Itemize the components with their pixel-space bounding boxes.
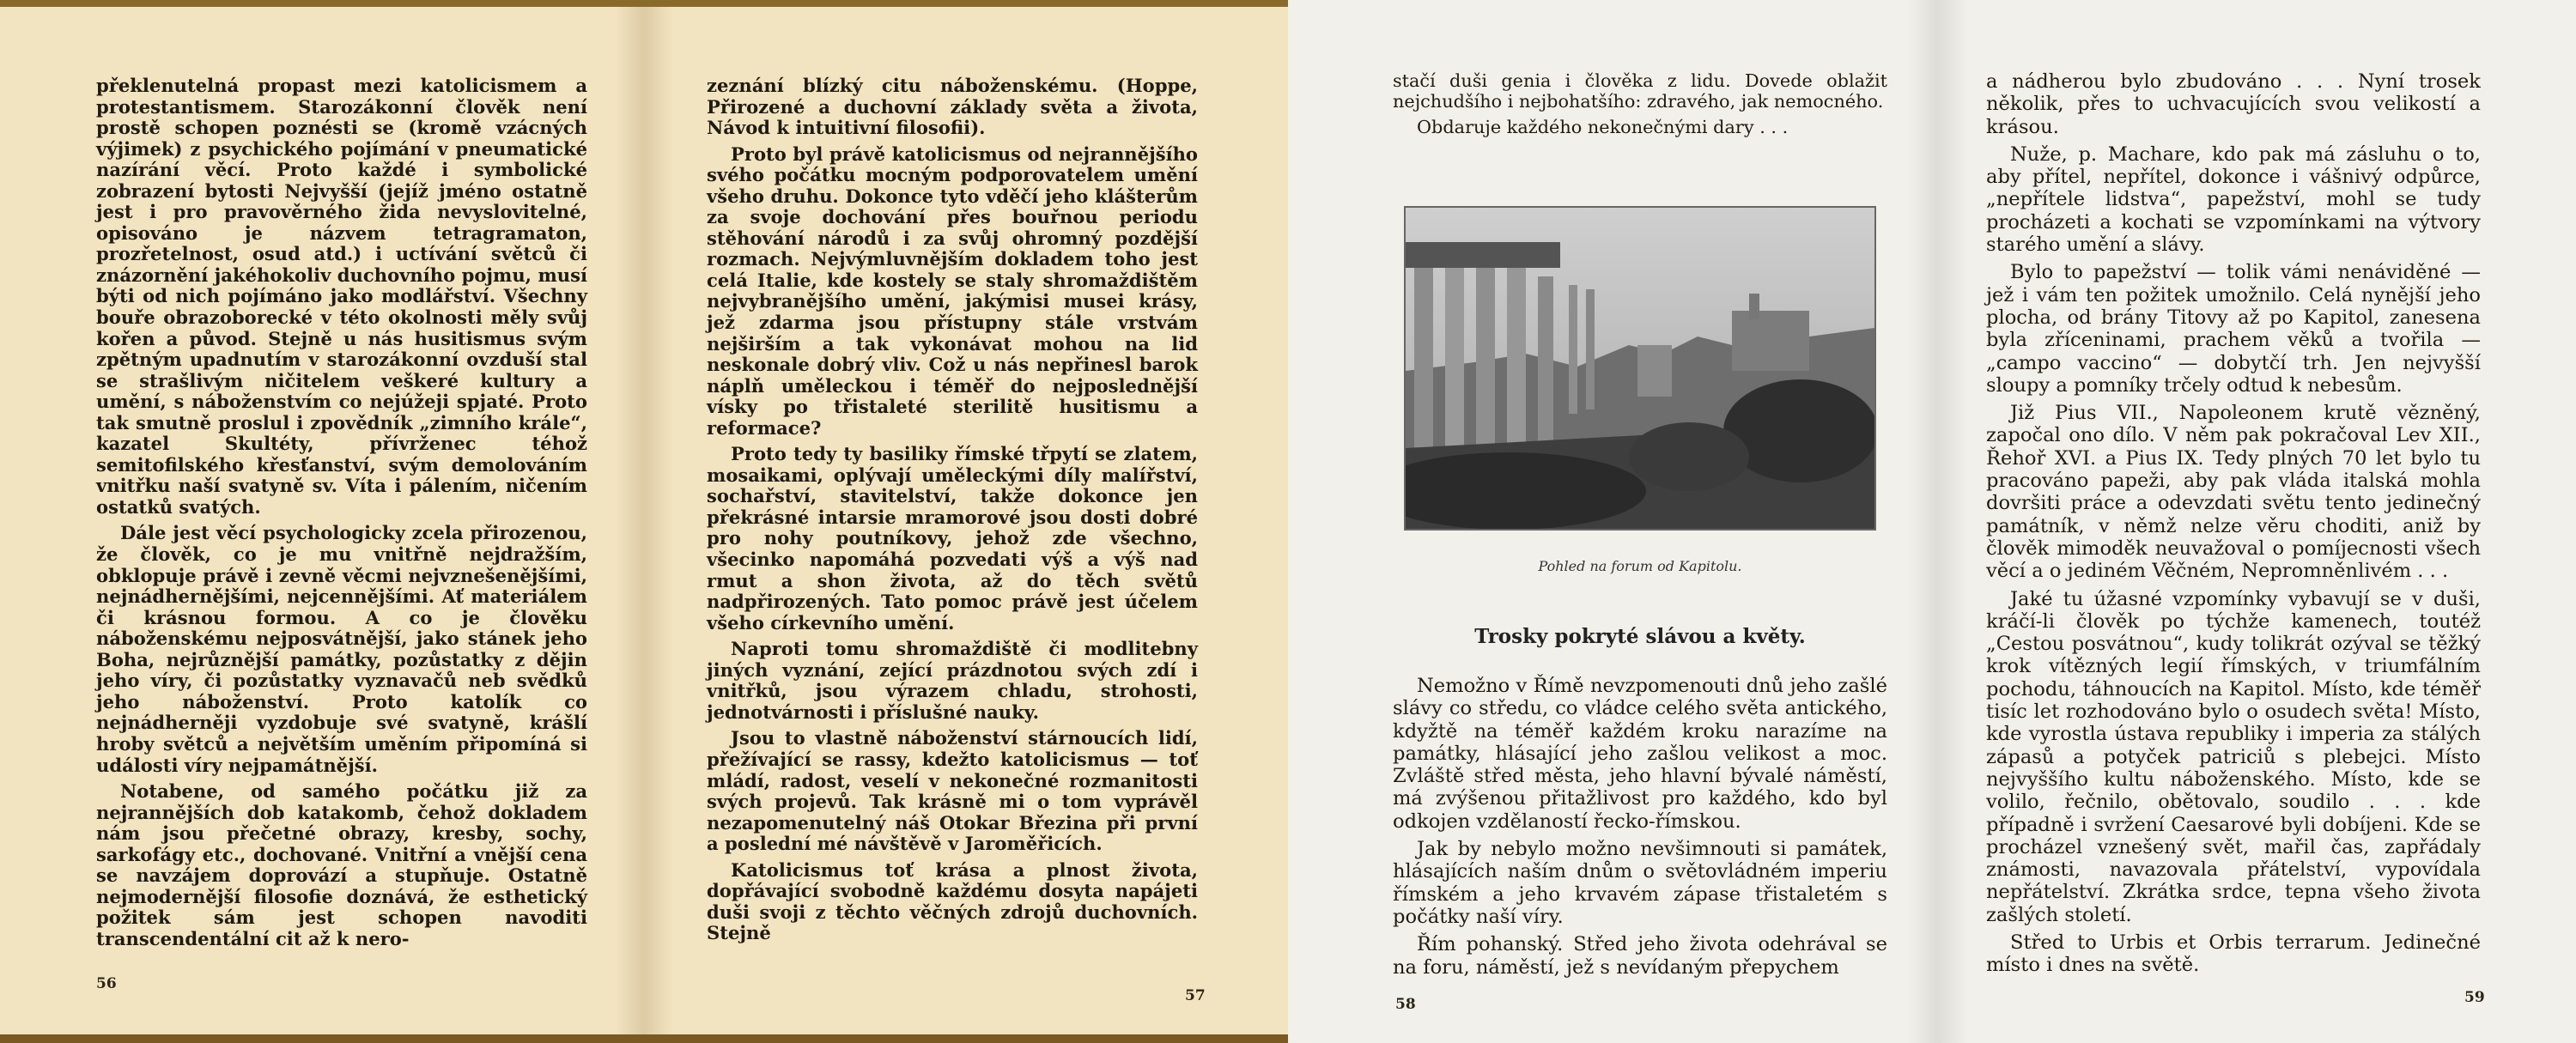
paragraph: Dále jest věcí psychologicky zcela přirozenou, že člověk, co je mu vnitřně nejdražším, obklopuje právě i zevně věcmi nejvznešenějšími, nejnádhernějšími, nejcennějšími. Ať materiálem či krásnou formou. A co je člověku náboženskému nejposvátnější, jako stánek jeho Boha, nejrůznější památky, pozůstatky z dějin jeho víry, či pozůstatky vyznavačů neb svědků jeho náboženství. Proto katolík co nejnádherněji vyzdobuje své svatyně, krášlí hroby světců a největším uměním připomíná si události víry nejpamátnější. — [96, 522, 587, 776]
paragraph: Jak by nebylo možno nevšimnouti si památek, hlásajících naším dnům o světovládném imperiu římském a jeho krvavém zápase třistaletém s počátky naší víry. — [1393, 838, 1887, 928]
paragraph: Obdaruje každého nekonečnými dary . . . — [1417, 117, 1789, 138]
paragraph: překlenutelná propast mezi katolicismem a protestantismem. Starozákonní člověk není prostě schopen poznésti se (kromě vzácných výjimek) z psychického pojímání v pneumatické nazírání věcí. Proto každé i symbolické zobrazení bytosti Nejvyšší (jejíž jméno ostatně jest i pro pravověrného žida nevyslovitelné, opisováno je názvem tetragramaton, prozřetelnost, osud atd.) i uctívání světců či znázornění jakéhokoliv duchovního pojmu, musí býti od nich pojímáno jako modlářství. Všechny bouře obrazoborecké v této okolnosti měly svůj kořen a původ. Stejně u nás husitismus svým zpětným upadnutím v starozákonní ovzduší stal se strašlivým ničitelem veškeré kultury a umění, s náboženstvím co nejúžeji spjaté. Proto tak smutně proslul i zpovědník „zimního krále“, kazatel Skultéty, přívrženec téhož semitofilského křesťanství, svým demolováním vnitřku naší svatyně sv. Víta i pálením, ničením ostatků svatých. — [96, 75, 587, 518]
gutter-shadow — [614, 7, 674, 1043]
gutter-shadow — [1908, 0, 1968, 1043]
paragraph: Proto byl právě katolicismus od nejrannějšího svého počátku mocným podporovatelem umění všeho druhu. Dokonce tyto vděčí jeho klášterům za svoje dochování přes bouřnou periodu stěhování národů i za svůj ohromný pozdější rozmach. Nejvýmluvnějším dokladem toho jest celá Italie, kde kostely se staly shromaždištěm nejvybranějšího umění, jakýmisi musei krásy, jež zdarma jsou přístupny stále vrstvám nejširším a tak vykonávat mohou na lid neskonale dobrý vliv. Což u nás nepřinesl barok náplň uměleckou i téměř do nejposlednější vísky po třistaleté sterilitě husitismu a reformace? — [707, 143, 1198, 439]
page-number-59: 59 — [2464, 989, 2485, 1006]
paragraph: Bylo to papežství — tolik vámi nenáviděné — jež i vám ten požitek umožnilo. Celá nynější jeho plocha, od brány Titovy až po Kapitol, zanesena byla zříceninami, prachem věků a tvořila — „campo vaccino“ — dobytčí trh. Jen nejvyšší sloupy a pomníky trčely odtud k nebesům. — [1986, 261, 2481, 397]
paragraph: Nemožno v Římě nevzpomenouti dnů jeho zašlé slávy co středu, co vládce celého světa antického, kdyžtě na téměř každém kroku narazíme na památky, hlásající jeho zašlou velikost a moc. Zvláště střed města, jeho hlavní bývalé náměstí, má zvýšenou přitažlivost pro každého, kdo byl odkojen vzdělaností řecko-římskou. — [1393, 675, 1887, 833]
paragraph: Proto tedy ty basiliky římské třpytí se zlatem, mosaikami, oplývají uměleckými díly malířství, sochařství, stavitelství, takže dokonce jen překrásné intarsie mramorové jsou dosti dobré pro nohy poutníkovy, jehož zde všechno, všecinko napomáhá pozvedati výš a výš nad rmut a shon života, až do těch světů nadpřirozených. Tato pomoc právě jest účelem všeho církevního umění. — [707, 443, 1198, 634]
paragraph: Jsou to vlastně náboženství stárnoucích lidí, přežívající se rassy, kdežto katolicismus — toť mládí, radost, veselí v nekonečné rozmanitosti svých projevů. Tak krásně mi o tom vyprávěl nezapomenutelný náš Otokar Březina při první a poslední mé návštěvě v Jaroměřicích. — [707, 727, 1198, 855]
paragraph: Naproti tomu shromaždiště či modlitebny jiných vyznání, zející prázdnotou svých zdí i vnitřků, jsou výrazem chladu, strohosti, jednotvárnosti i příslušné nauky. — [707, 638, 1198, 723]
paragraph: Řím pohanský. Střed jeho života odehrával se na foru, náměstí, jež s nevídaným přepychem — [1393, 933, 1887, 979]
page-58-top-text — [1393, 70, 1887, 138]
paragraph: Katolicismus toť krása a plnost života, dopřávající svobodně každému dosyta napájeti duši svoji z těchto věčných zdrojů duchovních. Stejně — [707, 858, 1198, 944]
paragraph: Střed to Urbis et Orbis terrarum. Jedinečné místo i dnes na světě. — [1986, 931, 2481, 977]
page-number-57: 57 — [1185, 987, 1206, 1004]
section-heading: Trosky pokryté slávou a květy. — [1474, 625, 1806, 648]
page-56-text — [96, 76, 587, 949]
paragraph: stačí duši genia i člověka z lidu. Dovede oblažit nejchudšího i nejbohatšího: zdravého, jak nemocného. — [1393, 70, 1887, 112]
page-number-58: 58 — [1395, 996, 1416, 1013]
page-59-text — [1986, 70, 2481, 977]
paragraph: Jaké tu úžasné vzpomínky vybavují se v duši, kráčí-li člověk po týchže kamenech, toutéž „Cestou posvátnou“, kudy tolikrát ozýval se těžký krok vítězných legií římských, v triumfálním pochodu, táhnoucích na Kapitol. Místo, kde téměř tisíc let rozhodováno bylo o osudech světa! Místo, kde vyrostla ústava republiky i imperia za stálých zápasů a potyček patriciů s plebejci. Místo nejvyššího kultu náboženského. Místo, kde se volilo, řečnilo, obětovalo, soudilo . . . kde případně i svržení Caesarové byli dobíjeni. Kde se procházel vznešený svět, mařil čas, zapřádaly známosti, navazovala přátelství, vypovídala nepřátelství. Zkrátka srdce, tepna všeho života zašlých století. — [1986, 587, 2481, 926]
forum-photo-image — [1406, 208, 1874, 529]
paragraph: Notabene, od samého počátku již za nejrannějších dob katakomb, čehož dokladem nám jsou přečetné obrazy, kresby, sochy, sarkofágy etc., dochované. Vnitřní a vnější cena se navzájem doprovází a stupňuje. Ostatně nejmodernější filosofie doznává, že esthetický požitek sám jest schopen navoditi transcendentální cit až k nero- — [96, 780, 587, 949]
paragraph: zeznání blízký citu náboženskému. (Hoppe, Přirozené a duchovní základy světa a života, Návod k intuitivní filosofii). — [707, 75, 1198, 139]
paragraph: Nuže, p. Machare, kdo pak má zásluhu o to, aby přítel, nepřítel, dokonce i vášnivý odpůrce, „nepřítele lidstva“, papežství, mohl se tudy procházeti a kochati se vzpomínkami na výtvory starého umění a slávy. — [1986, 143, 2481, 257]
paragraph: Již Pius VII., Napoleonem krutě vězněný, započal ono dílo. V něm pak pokračoval Lev XII., Řehoř XVI. a Pius IX. Tedy plných 70 let bylo tu pracováno papeži, aby pak vláda italská mohla dovršiti práce a odevzdati světu tento jedinečný památník, v němž nelze věru choditi, aniž by člověk mimoděk neuvažoval o pomíjecnosti všech věcí a o jediném Věčném, Nepromněnlivém . . . — [1986, 402, 2481, 583]
page-number-56: 56 — [96, 975, 117, 992]
forum-photo — [1404, 206, 1876, 531]
page-58-text — [1393, 675, 1887, 979]
page-57-text — [707, 76, 1198, 944]
figure-caption: Pohled na forum od Kapitolu. — [1538, 558, 1742, 574]
paragraph: a nádherou bylo zbudováno . . . Nyní trosek několik, přes to uchvacujících svou velikostí a krásou. — [1986, 70, 2481, 138]
